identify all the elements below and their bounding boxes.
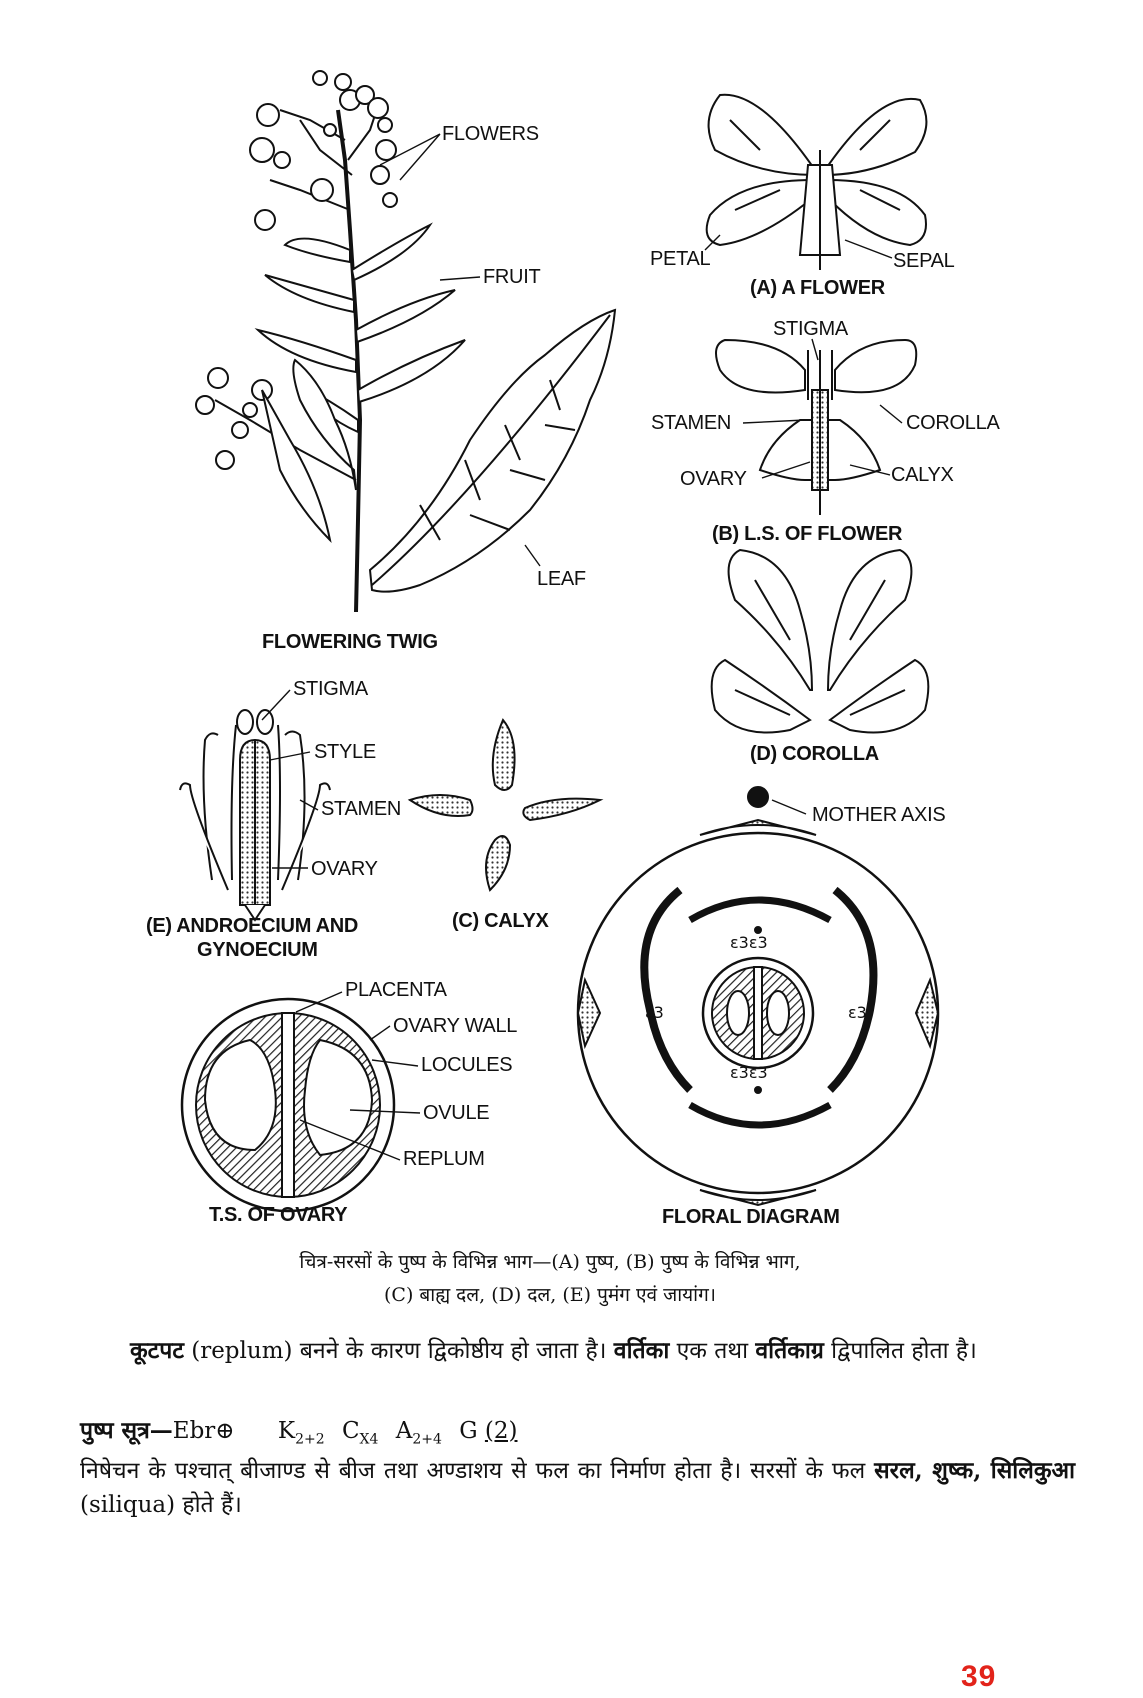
a-flower-drawing — [707, 95, 927, 270]
formula-g: G (2) — [459, 1418, 518, 1444]
label-fruit: FRUIT — [483, 266, 541, 288]
para1-text-b: एक तथा — [669, 1338, 756, 1364]
label-stigma-b: STIGMA — [773, 318, 848, 340]
svg-text:ε3ε3: ε3ε3 — [730, 933, 768, 952]
label-sepal: SEPAL — [893, 250, 955, 272]
floral-diagram-drawing — [578, 787, 938, 1205]
label-placenta: PLACENTA — [345, 979, 447, 1001]
svg-text:ε3ε3: ε3ε3 — [730, 1063, 768, 1082]
label-stigma-e: STIGMA — [293, 678, 368, 700]
label-stamen-e: STAMEN — [321, 798, 402, 820]
floral-formula — [80, 1414, 1075, 1457]
para1-text-a: (replum) बनने के कारण द्विकोष्ठीय हो जाता है। — [183, 1338, 614, 1364]
label-style-e: STYLE — [314, 741, 376, 763]
caption-ls-flower: (B) L.S. OF FLOWER — [712, 523, 903, 545]
ts-ovary-drawing — [182, 999, 394, 1211]
caption-a-flower: (A) A FLOWER — [750, 277, 885, 299]
svg-text:ε3: ε3 — [645, 1003, 664, 1022]
figure-caption-line2: (C) बाह्य दल, (D) दल, (E) पुमंग एवं जायांग। — [384, 1284, 716, 1306]
fruit-type-terms: सरल, शुष्क, सिलिकुआ — [874, 1457, 1075, 1484]
label-stamen-b: STAMEN — [651, 412, 732, 434]
label-ovary-b: OVARY — [680, 468, 747, 490]
para3-text-a: निषेचन के पश्चात् बीजाण्ड से बीज तथा अण्डाशय से फल का निर्माण होता है। सरसों के फल — [80, 1458, 866, 1484]
term-stigma: वर्तिकाग्र — [755, 1337, 824, 1364]
calyx-drawing — [410, 720, 600, 890]
label-mother-axis: MOTHER AXIS — [812, 804, 946, 826]
caption-flowering-twig: FLOWERING TWIG — [262, 631, 438, 653]
label-ovary-wall: OVARY WALL — [393, 1015, 518, 1037]
caption-corolla: (D) COROLLA — [750, 743, 879, 765]
label-replum: REPLUM — [403, 1148, 485, 1170]
label-locules: LOCULES — [421, 1054, 513, 1076]
formula-k: $K_{2+2}$ — [277, 1418, 325, 1448]
caption-ts-ovary: T.S. OF OVARY — [209, 1204, 348, 1226]
formula-c: $C_{X4}$ — [341, 1418, 379, 1448]
caption-e-line2: GYNOECIUM — [197, 939, 318, 961]
figure-caption-line1: चित्र-सरसों के पुष्प के विभिन्न भाग—(A) पुष्प, (B) पुष्प के विभिन्न भाग, — [299, 1251, 801, 1273]
corolla-drawing — [712, 550, 929, 733]
formula-a: $A_{2+4}$ — [395, 1418, 442, 1448]
paragraph-fertilization — [80, 1454, 1075, 1522]
formula-ebr: Ebr⊕ — [172, 1418, 235, 1444]
label-leaf: LEAF — [537, 568, 586, 590]
para1-text-c: द्विपालित होता है। — [823, 1338, 977, 1364]
para3-text-b: (siliqua) होते हैं। — [80, 1492, 242, 1518]
label-calyx-b: CALYX — [891, 464, 954, 486]
caption-e-line1: (E) ANDROECIUM AND — [146, 915, 358, 937]
androecium-gynoecium-drawing — [180, 710, 330, 920]
label-flowers: FLOWERS — [442, 123, 539, 145]
label-corolla-b: COROLLA — [906, 412, 1000, 434]
term-replum: कूटपट — [130, 1337, 184, 1364]
term-style: वर्तिका — [613, 1337, 670, 1364]
label-ovule: OVULE — [423, 1102, 490, 1124]
caption-calyx: (C) CALYX — [452, 910, 549, 932]
svg-text:ε3: ε3 — [848, 1003, 867, 1022]
floral-formula-label: पुष्प सूत्र— — [80, 1417, 173, 1444]
caption-floral-diagram: FLORAL DIAGRAM — [662, 1206, 840, 1228]
label-ovary-e: OVARY — [311, 858, 378, 880]
paragraph-replum — [80, 1334, 1075, 1368]
label-petal: PETAL — [650, 248, 711, 270]
page-number: 39 — [961, 1660, 997, 1693]
